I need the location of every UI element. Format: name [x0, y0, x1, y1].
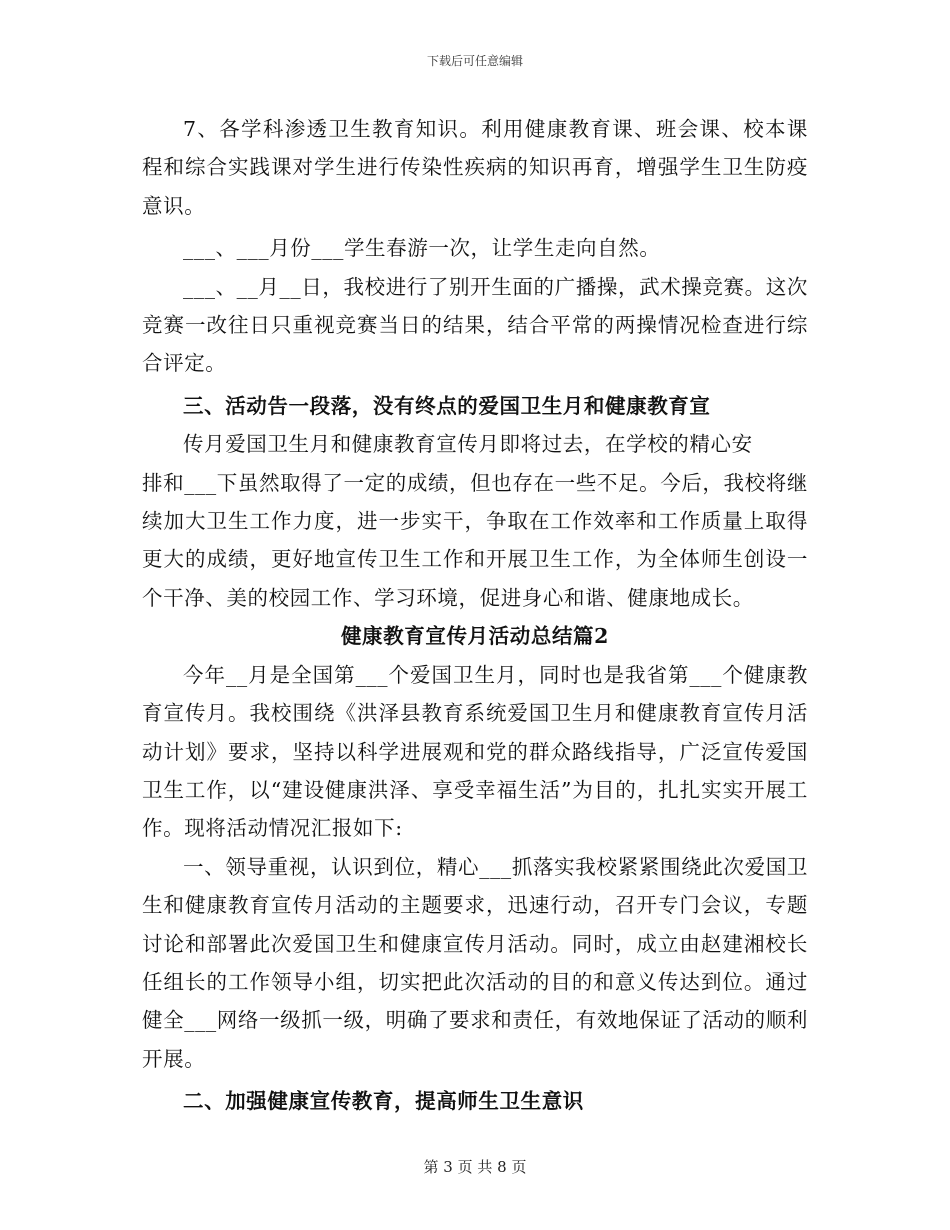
paragraph-intro: 今年__月是全国第___个爱国卫生月，同时也是我省第___个健康教育宣传月。我校围绕《洪泽县教育系统爱国卫生月和健康教育宣传月活动计划》要求，坚持以科学进展观和党的群众路线指导，广泛宣传爱国卫生工作，以“建设健康洪泽、享受幸福生活”为目的，扎扎实实开展工作。现将活动情况汇报如下:: [142, 662, 808, 841]
document-body: [142, 110, 808, 1121]
paragraph-spring-outing: ___、___月份___学生春游一次，让学生走向自然。: [183, 236, 661, 261]
page-footer: 第 3 页 共 8 页: [423, 1158, 527, 1176]
section-heading-3: 三、活动告一段落，没有终点的爱国卫生月和健康教育宣: [183, 393, 711, 418]
section-heading-2: 二、加强健康宣传教育，提高师生卫生意识: [183, 1089, 584, 1114]
paragraph-item-7: 7、各学科渗透卫生教育知识。利用健康教育课、班会课、校本课程和综合实践课对学生进行传染性疾病的知识再育，增强学生卫生防疫意识。: [142, 117, 808, 218]
paragraph-closing-line1: 传月爱国卫生月和健康教育宣传月即将过去，在学校的精心安: [183, 432, 753, 457]
page-header: 下载后可任意编辑: [426, 54, 523, 68]
paragraph-leadership: 一、领导重视，认识到位，精心___抓落实我校紧紧围绕此次爱国卫生和健康教育宣传月活动的主题要求，迅速行动，召开专门会议，专题讨论和部署此次爱国卫生和健康宣传月活动。同时，成立由赵建湘校长任组长的工作领导小组，切实把此次活动的目的和意义传达到位。通过健全___网络一级抓一级，明确了要求和责任，有效地保证了活动的顺利开展。: [142, 854, 808, 1071]
paragraph-closing-rest: 排和___下虽然取得了一定的成绩，但也存在一些不足。今后，我校将继续加大卫生工作力度，进一步实干，争取在工作效率和工作质量上取得更大的成绩，更好地宣传卫生工作和开展卫生工作，为全体师生创设一个干净、美的校园工作、学习环境，促进身心和谐、健康地成长。: [142, 470, 808, 610]
article-title: 健康教育宣传月活动总结篇2: [340, 624, 610, 649]
paragraph-exercise-contest: ___、__月__日，我校进行了别开生面的广播操，武术操竞赛。这次竞赛一改往日只重视竞赛当日的结果，结合平常的两操情况检查进行综合评定。: [142, 274, 808, 376]
